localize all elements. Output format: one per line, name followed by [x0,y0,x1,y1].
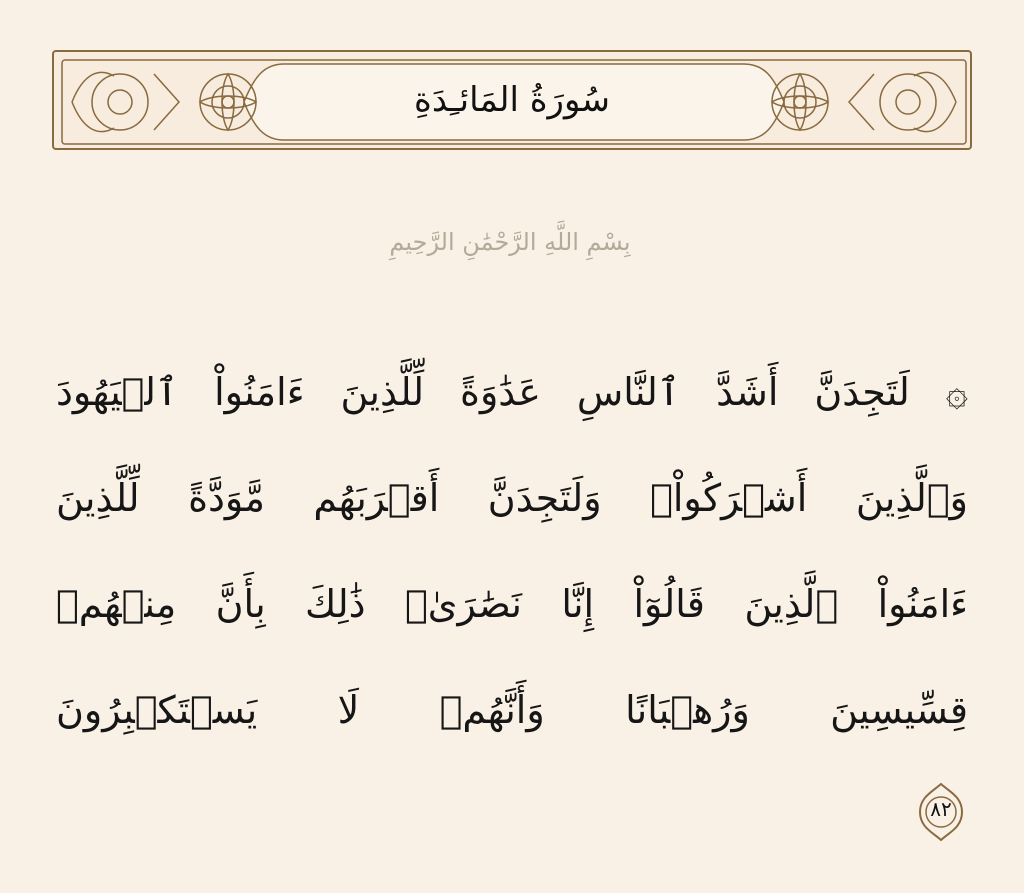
verse-line-3: ءَامَنُواْ ٱلَّذِينَ قَالُوٓاْ إِنَّا نَصَٰرَىٰۚ ذَٰلِكَ بِأَنَّ مِنۡهُمۡ [56,582,968,627]
basmala: بِسْمِ اللَّهِ الرَّحْمَٰنِ الرَّحِيمِ [389,228,631,256]
right-inner-ornament-icon [849,72,956,131]
verse-text [56,340,968,764]
surah-title: سُورَةُ المَائـِدَةِ [414,80,610,120]
verse-line-1: ۞ لَتَجِدَنَّ أَشَدَّ ٱلنَّاسِ عَدَٰوَةً لِّلَّذِينَ ءَامَنُواْ ٱلۡيَهُودَ [56,370,968,415]
left-inner-ornament-icon [72,72,179,131]
verse-line-2: وَٱلَّذِينَ أَشۡرَكُواْۖ وَلَتَجِدَنَّ أَقۡرَبَهُم مَّوَدَّةً لِّلَّذِينَ [56,476,968,521]
verse-end-marker [916,782,966,842]
surah-header-frame [52,50,972,150]
verse-line-4: قِسِّيسِينَ وَرُهۡبَانًا وَأَنَّهُمۡ لَا يَسۡتَكۡبِرُونَ [56,688,968,733]
verse-number: ٨٢ [930,797,952,821]
